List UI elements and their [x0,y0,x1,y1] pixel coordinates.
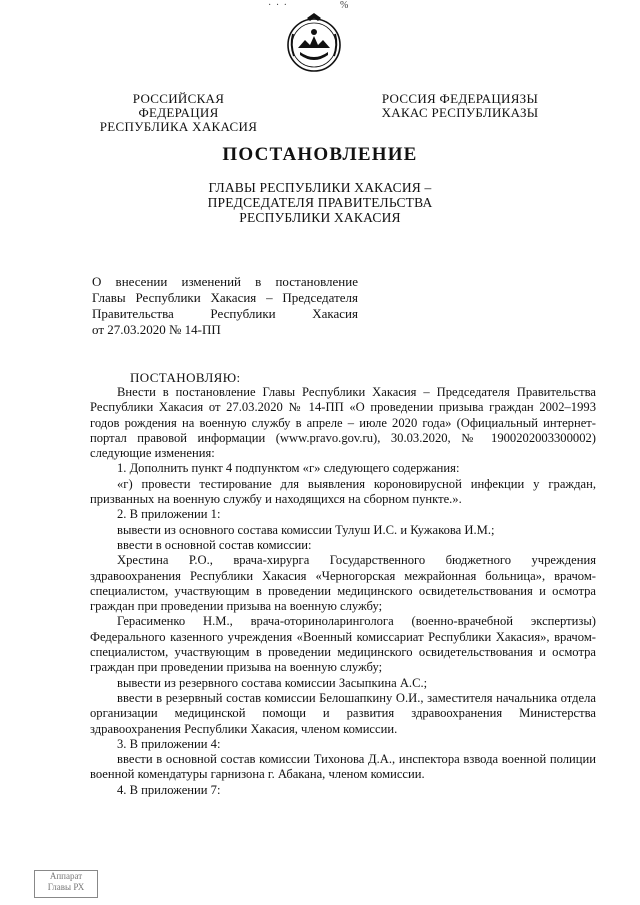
paragraph: 4. В приложении 7: [117,782,221,797]
scan-marks [0,0,640,10]
header-right-line2: ХАКАС РЕСПУБЛИКАЗЫ [381,105,539,120]
decree-word: ПОСТАНОВЛЯЮ: [130,370,241,385]
subtitle-line2: ПРЕДСЕДАТЕЛЯ ПРАВИТЕЛЬСТВА [207,195,433,210]
paragraph: ввести в основной состав комиссии: [117,537,312,552]
subject-line2: Главы Республики Хакасия – Председателя [92,290,358,305]
paragraph: вывести из основного состава комиссии Тулуш И.С. и Кужакова И.М.; [117,522,495,537]
paragraph: Герасименко Н.М., врача-оториноларинголога (военно-врачебной экспертизы) Федерального казенного учреждения «Военный комиссариат Республики Хакасия», врачом-специалистом, участвующим в проведении медицинского освидетельствования и осмотра граждан при проведении призыва на военную службу; [90,614,596,675]
document-type-title: ПОСТАНОВЛЕНИЕ [222,144,418,165]
paragraph: 1. Дополнить пункт 4 подпунктом «г» следующего содержания: [117,461,460,476]
subtitle-line1: ГЛАВЫ РЕСПУБЛИКИ ХАКАСИЯ – [208,180,432,195]
stamp-line1: Аппарат [49,871,83,881]
coat-of-arms-icon [285,12,343,74]
registration-stamp [34,870,98,898]
paragraph: ввести в основной состав комиссии Тихонова Д.А., инспектора взвода военной полиции военной комендатуры гарнизона г. Абакана, членом комиссии. [90,752,596,782]
paragraph: 3. В приложении 4: [117,736,221,751]
paragraph: 2. В приложении 1: [117,507,221,522]
subject-line3: Правительства Республики Хакасия [92,306,358,321]
subject-line4: от 27.03.2020 № 14-ПП [92,322,221,337]
stamp-line2: Главы РХ [47,882,85,892]
scan-mark-right: % [340,0,349,11]
paragraph: Хрестина Р.О., врача-хирурга Государственного бюджетного учреждения здравоохранения Республики Хакасия «Черногорская межрайонная больница», врачом-специалистом, участвующим в проведении медицинского освидетельствования и осмотра граждан при проведении призыва на военную службу; [90,553,596,614]
header-left-line1: РОССИЙСКАЯ ФЕДЕРАЦИЯ [132,91,225,120]
document-body [90,385,596,798]
subject-line1: О внесении изменений в постановление [92,274,358,289]
paragraph: Внести в постановление Главы Республики Хакасия – Председателя Правительства Республики Хакасия от 27.03.2020 № 14-ПП «О проведении призыва граждан 2002–1993 годов рождения на военную службу в апреле – июле 2020 года» (Официальный интернет-портал правовой информации (www.pravo.gov.ru), 30.03.2020, № 1900202003300002) следующие изменения: [90,385,596,461]
paragraph: «г) провести тестирование для выявления короновирусной инфекции у граждан, призванных на военную службу и находящихся на сборном пункте.». [90,476,596,507]
header-russian [91,92,266,134]
scan-mark-left: · · · [268,0,288,11]
header-left-line2: РЕСПУБЛИКА ХАКАСИЯ [99,119,258,134]
subtitle-line3: РЕСПУБЛИКИ ХАКАСИЯ [239,210,401,225]
paragraph: вывести из резервного состава комиссии Засыпкина А.С.; [117,675,428,690]
document-subject [92,274,358,338]
issuer-subtitle [150,180,490,225]
paragraph: ввести в резервный состав комиссии Белошапкину О.И., заместителя начальника отдела организации медицинской помощи и развития здравоохранения Министерства здравоохранения Республики Хакасия, членом комиссии. [90,690,596,736]
header-right-line1: РОССИЯ ФЕДЕРАЦИЯЗЫ [381,91,539,106]
header-khakas [380,92,540,120]
